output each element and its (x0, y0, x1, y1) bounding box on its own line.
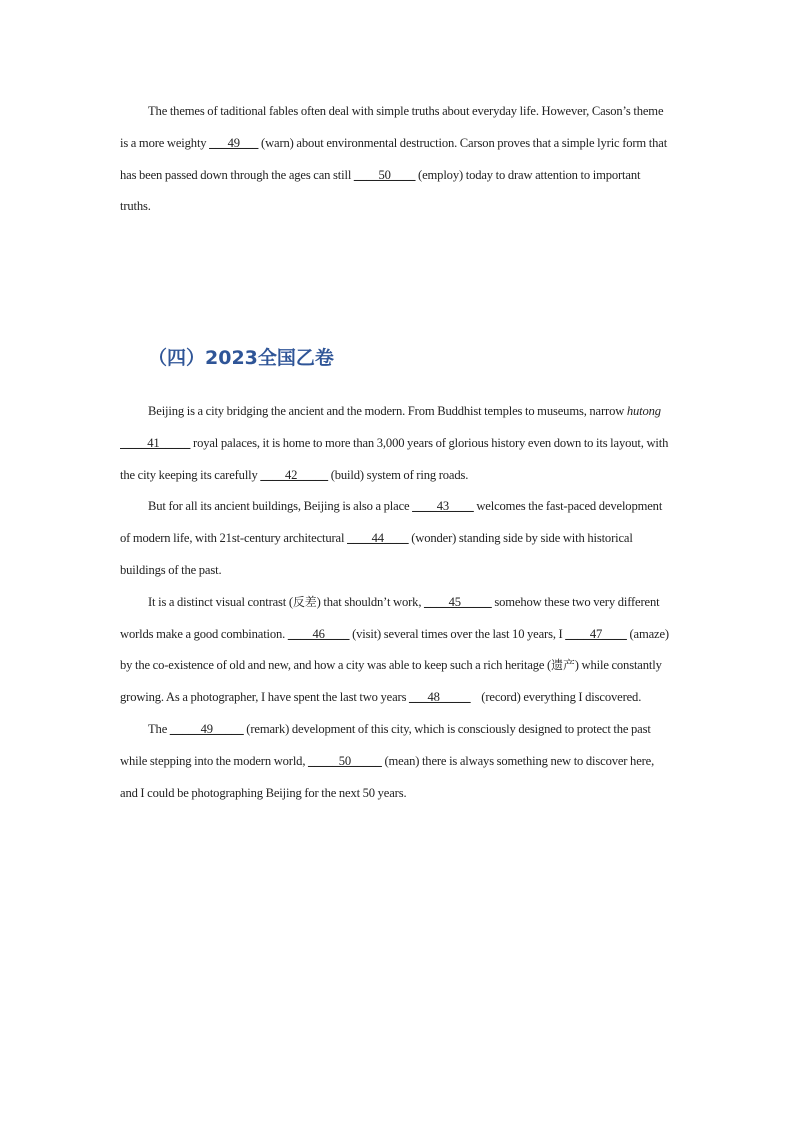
blank-48: ___48_____ (409, 690, 471, 705)
passage-paragraph-2 (120, 491, 672, 586)
section-heading: （四）2023全国乙卷 (148, 347, 334, 369)
italic-word: hutong (626, 404, 661, 418)
blank-49: _____49_____ (169, 721, 244, 736)
text-run: (visit) several times over the last 10 years, I (349, 626, 566, 641)
passage-paragraph (120, 96, 672, 223)
blank-47: ____47____ (565, 626, 627, 641)
text-run: The themes of taditional fables often deal with simple truths about everyday life. However, Cason’s theme is a more weighty (120, 104, 664, 150)
text-run: royal palaces, it is home to more than 3,000 years of glorious history even down to its layout, with the city keeping its carefully (120, 435, 669, 482)
blank-44: ____44____ (347, 531, 409, 546)
chinese-gloss: 遗产 (551, 658, 575, 673)
blank-49: ___49___ (209, 135, 259, 150)
text-run: (record) everything I discovered. (470, 690, 642, 705)
text-run: somehow these two very different worlds make a good combination. (120, 594, 660, 641)
text-run: The (148, 721, 170, 736)
chinese-gloss: 反差 (292, 594, 317, 609)
passage-paragraph-1 (120, 396, 672, 491)
text-run: welcomes the fast-paced development of modern life, with 21st-century architectural (120, 499, 663, 546)
blank-41: ____41_____ (120, 435, 191, 450)
blank-46: ____46____ (287, 626, 350, 641)
blank-45: ____45_____ (424, 594, 492, 609)
text-run: (employ) today to draw attention to important truths. (120, 167, 641, 214)
text-run: (remark) development of this city, which is consciously designed to protect the past while stepping into the modern world, (120, 721, 651, 768)
text-run: Beijing is a city bridging the ancient and the modern. From Buddhist temples to museums, narrow (148, 404, 627, 418)
passage-body (120, 396, 672, 809)
text-run: ) that shouldn’t work, (316, 594, 425, 609)
text-run: (mean) there is always something new to discover here, and I could be photographing Beijing for the next 50 years. (120, 753, 655, 800)
text-run: (build) system of ring roads. (328, 467, 469, 482)
blank-50: _____50_____ (308, 753, 382, 768)
text-run: But for all its ancient buildings, Beijing is also a place (148, 499, 413, 514)
text-run: (amaze) by the co-existence of old and new, and how a city was able to keep such a rich heritage ( (120, 626, 669, 673)
text-run: It is a distinct visual contrast ( (148, 594, 293, 609)
blank-42: ____42_____ (260, 467, 329, 482)
text-run: ) while constantly growing. As a photographer, I have spent the last two years (120, 658, 662, 705)
blank-50: ____50____ (353, 167, 416, 182)
passage-paragraph-4 (120, 714, 672, 809)
text-run: (warn) about environmental destruction. Carson proves that a simple lyric form that has been passed down through the ages can still (120, 135, 668, 182)
blank-43: ____43____ (412, 499, 474, 514)
passage-paragraph-3 (120, 587, 672, 714)
text-run: (wonder) standing side by side with historical buildings of the past. (120, 531, 633, 577)
